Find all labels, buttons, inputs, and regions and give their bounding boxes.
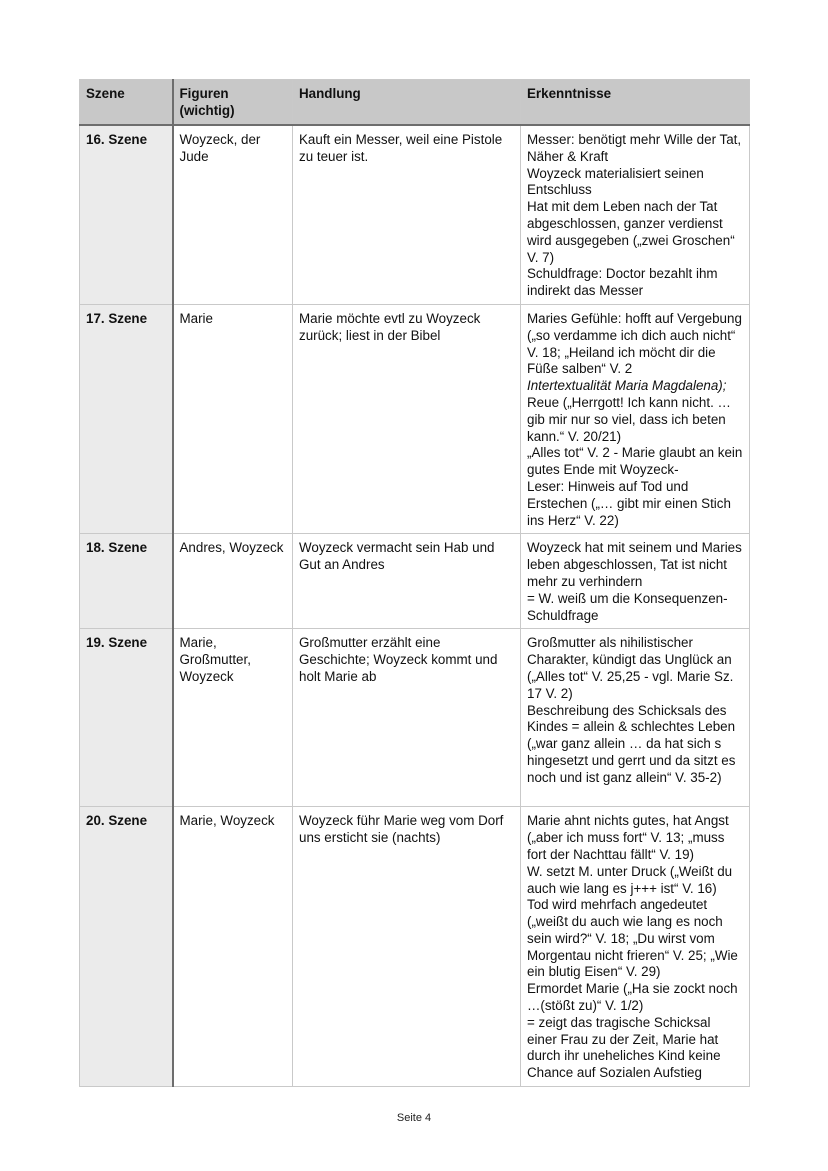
characters-cell: Marie, Woyzeck [173, 807, 293, 1087]
characters-cell: Marie, Großmutter, Woyzeck [173, 629, 293, 807]
plot-cell: Marie möchte evtl zu Woyzeck zurück; liest in der Bibel [293, 304, 521, 533]
insight-line: Ermordet Marie („Ha sie zockt noch …(stößt zu)“ V. 1/2) [527, 981, 742, 1014]
header-szene: Szene [80, 80, 173, 126]
characters-cell: Woyzeck, der Jude [173, 125, 293, 304]
insight-line: = W. weiß um die Konsequenzen-Schuldfrage [527, 590, 728, 623]
header-figuren: Figuren (wichtig) [173, 80, 293, 126]
page-number: Seite 4 [396, 1112, 432, 1124]
insight-line: Marie ahnt nichts gutes, hat Angst („aber ich muss fort“ V. 13; „muss fort der Nachttau fällt“ V. 19) [527, 813, 733, 862]
plot-cell: Woyzeck führ Marie weg vom Dorf uns ersticht sie (nachts) [293, 807, 521, 1087]
characters-cell: Andres, Woyzeck [173, 534, 293, 629]
insight-line: Woyzeck materialisiert seinen Entschluss [527, 165, 708, 198]
insights-cell [521, 534, 750, 629]
insight-line: „Alles tot“ V. 2 - Marie glaubt an kein gutes Ende mit Woyzeck- [527, 445, 747, 478]
insights-cell [521, 125, 750, 304]
insight-line: Tod wird mehrfach angedeutet („weißt du auch wie lang es noch sein wird?“ V. 18; „Du wirst vom Morgentau nicht frieren“ V. 25; „Wie ein blutig Eisen“ V. 29) [527, 897, 742, 980]
table-row [80, 125, 750, 304]
insight-line: Maries Gefühle: hofft auf Vergebung („so verdamme ich dich auch nicht“ V. 18; „Heiland ich möcht dir die Füße salben“ V. 2 [527, 310, 746, 377]
insight-line: Schuldfrage: Doctor bezahlt ihm indirekt das Messer [527, 266, 722, 299]
scene-number: 18. Szene [80, 534, 173, 629]
header-handlung: Handlung [293, 80, 521, 126]
scene-number: 16. Szene [80, 125, 173, 304]
table-row [80, 807, 750, 1087]
insight-line-italic: Intertextualität Maria Magdalena); [527, 378, 727, 394]
scene-number: 19. Szene [80, 629, 173, 807]
table-row [80, 534, 750, 629]
insights-cell [521, 629, 750, 807]
insight-line: Großmutter als nihilistischer Charakter, kündigt das Unglück an („Alles tot“ V. 25,25 - vgl. Marie Sz. 17 V. 2) [527, 635, 738, 701]
table-row [80, 629, 750, 807]
insight-line: W. setzt M. unter Druck („Weißt du auch wie lang es j+++ ist“ V. 16) [527, 863, 736, 896]
table-row [80, 304, 750, 533]
insight-line: Reue („Herrgott! Ich kann nicht. … gib mir nur so viel, dass ich beten kann.“ V. 20/21) [527, 394, 735, 444]
characters-cell: Marie [173, 304, 293, 533]
insight-line: Woyzeck hat mit seinem und Maries leben abgeschlossen, Tat ist nicht mehr zu verhindern [527, 540, 746, 589]
scene-number: 20. Szene [80, 807, 173, 1087]
insights-cell [521, 304, 750, 533]
plot-cell: Kauft ein Messer, weil eine Pistole zu teuer ist. [293, 125, 521, 304]
header-erkenntnisse: Erkenntnisse [521, 80, 750, 126]
plot-cell: Großmutter erzählt eine Geschichte; Woyzeck kommt und holt Marie ab [293, 629, 521, 807]
insight-line: Leser: Hinweis auf Tod und Erstechen („… gibt mir einen Stich ins Herz“ V. 22) [527, 478, 735, 528]
insight-line: = zeigt das tragische Schicksal einer Frau zu der Zeit, Marie hat durch ihr uneheliches Kind keine Chance auf Sozialen Aufstieg [527, 1014, 725, 1081]
scene-number: 17. Szene [80, 304, 173, 533]
insight-line: Hat mit dem Leben nach der Tat abgeschlossen, ganzer verdienst wird ausgegeben („zwei Groschen“ V. 7) [527, 199, 739, 265]
table-header-row [80, 80, 750, 126]
insight-line: Messer: benötigt mehr Wille der Tat, Näher & Kraft [527, 132, 745, 164]
scene-table [79, 79, 750, 1087]
insights-cell [521, 807, 750, 1087]
plot-cell: Woyzeck vermacht sein Hab und Gut an Andres [293, 534, 521, 629]
insight-line: Beschreibung des Schicksals des Kindes = allein & schlechtes Leben („war ganz allein … da hat sich s hingesetzt und gerrt und da sitzt es noch und ist ganz allein“ V. 35-2) [527, 702, 740, 785]
